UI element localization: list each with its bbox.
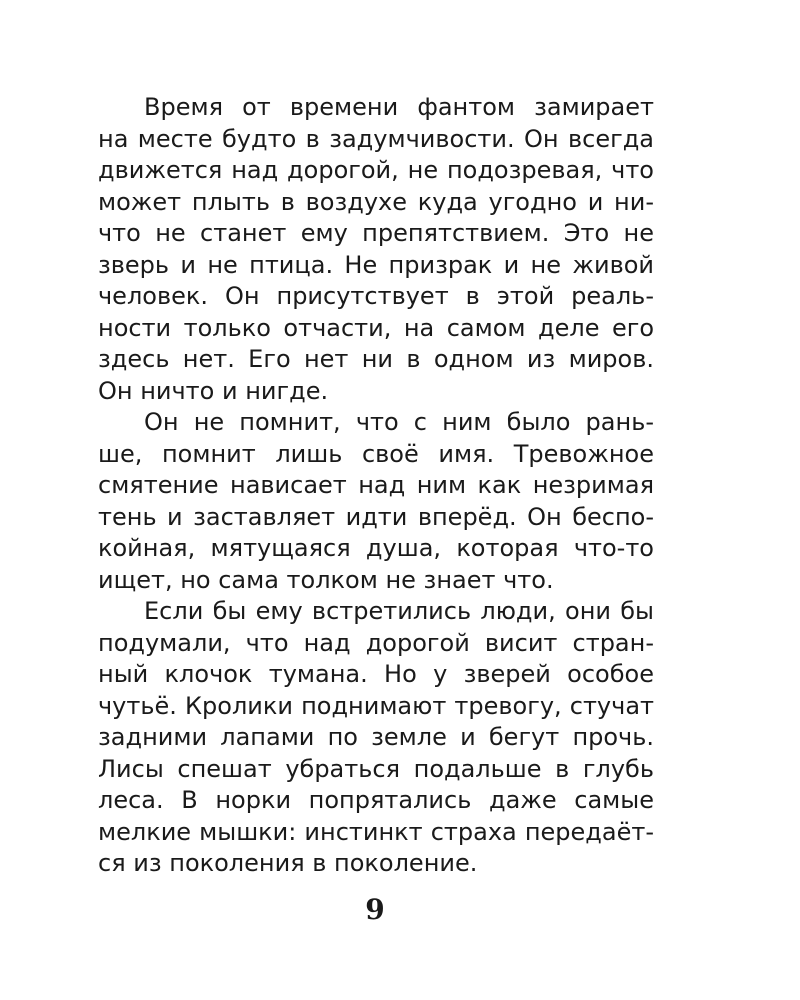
paragraph-1-line-7: человек. Он присутствует в этой реаль- <box>98 282 654 310</box>
paragraph-3-line-6: Лисы спешат убраться подальше в глубь <box>98 754 654 783</box>
paragraph-3-line-3: ный клочок тумана. Но у зверей особое <box>98 660 654 688</box>
paragraph-2-line-4: тень и заставляет идти вперёд. Он беспо- <box>98 502 654 531</box>
paragraph-2-line-6: ищет, но сама толком не знает что. <box>98 565 554 594</box>
paragraph-1-line-1: Время от времени фантом замирает <box>144 93 654 121</box>
paragraph-2-line-2: ше, помнит лишь своё имя. Тревожное <box>98 439 654 468</box>
paragraph-1-line-5: что не станет ему препятствием. Это не <box>98 219 654 247</box>
page-number: 9 <box>365 893 385 926</box>
paragraph-3-line-1: Если бы ему встретились люди, они бы <box>144 597 654 625</box>
paragraph-1-line-6: зверь и не птица. Не призрак и не живой <box>98 250 654 279</box>
paragraph-2-line-3: смятение нависает над ним как незримая <box>98 471 654 499</box>
paragraph-2-line-1: Он не помнит, что с ним было рань- <box>144 408 654 436</box>
paragraph-3-line-5: задними лапами по земле и бегут прочь. <box>98 723 654 751</box>
paragraph-1-line-10: Он ничто и нигде. <box>98 376 329 405</box>
paragraph-1-line-3: движется над дорогой, не подозревая, что <box>98 156 654 184</box>
paragraph-3-line-4: чутьё. Кролики поднимают тревогу, стучат <box>98 691 654 720</box>
paragraph-3-line-2: подумали, что над дорогой висит стран- <box>98 628 654 657</box>
paragraph-3-line-8: мелкие мышки: инстинкт страха передаёт- <box>98 817 654 846</box>
paragraph-1-line-8: ности только отчасти, на самом деле его <box>98 313 654 342</box>
paragraph-3-line-7: леса. В норки попрятались даже самые <box>98 786 654 814</box>
paragraph-1-line-4: может плыть в воздухе куда угодно и ни- <box>98 187 654 216</box>
paragraph-1-line-9: здесь нет. Его нет ни в одном из миров. <box>98 345 654 373</box>
paragraph-2-line-5: койная, мятущаяся душа, которая что-то <box>98 534 654 562</box>
paragraph-1-line-2: на месте будто в задумчивости. Он всегда <box>98 124 654 153</box>
paragraph-3-line-9: ся из поколения в поколение. <box>98 849 478 877</box>
body-text <box>98 92 654 880</box>
